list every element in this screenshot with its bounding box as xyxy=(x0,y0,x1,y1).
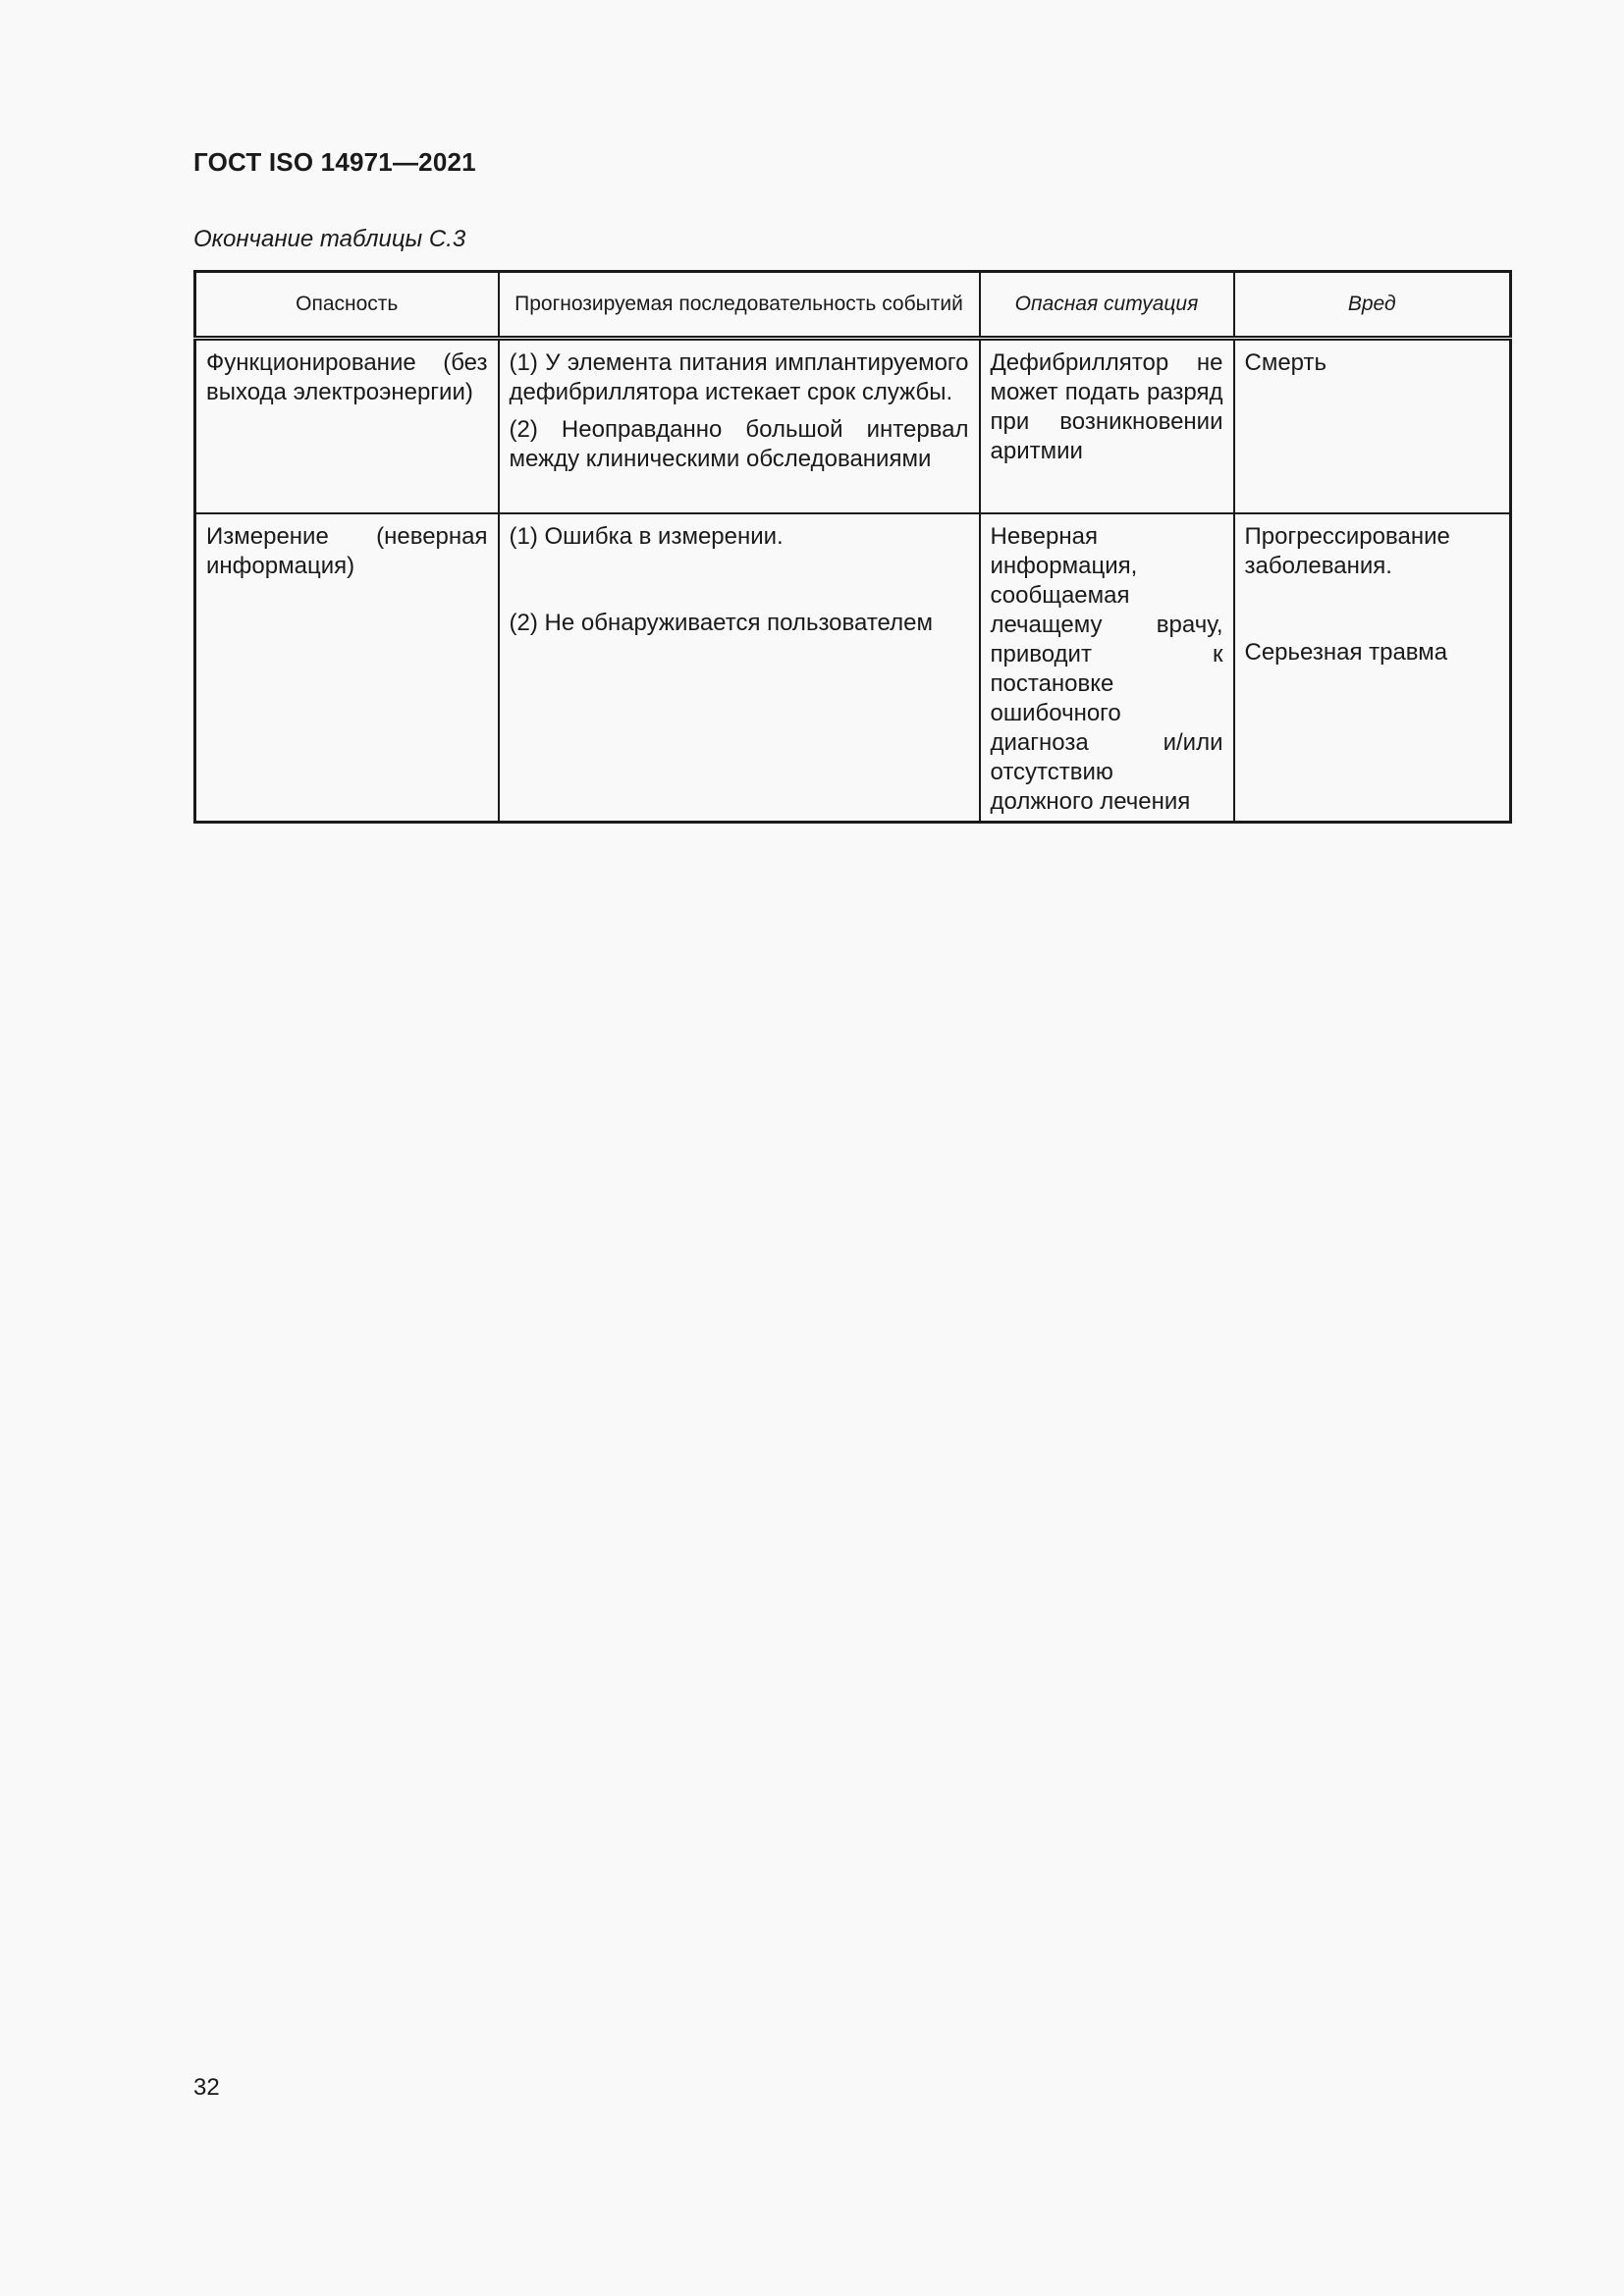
harm-text: Серьезная травма xyxy=(1244,638,1448,666)
document-header: ГОСТ ISO 14971—2021 xyxy=(193,147,476,177)
table-row xyxy=(195,339,1511,513)
hazard-table xyxy=(193,270,1512,824)
hazard-text: Измерение (неверная информация) xyxy=(206,522,488,579)
page-number: 32 xyxy=(193,2074,220,2101)
situation-cell xyxy=(980,513,1234,823)
column-header-harm: Вред xyxy=(1234,272,1511,339)
situation-cell xyxy=(980,339,1234,513)
table-header-row xyxy=(195,272,1511,339)
column-header-sequence: Прогнозируемая последовательность событий xyxy=(499,272,980,339)
harm-cell xyxy=(1234,339,1511,513)
sequence-cell xyxy=(499,513,980,823)
hazard-cell xyxy=(195,339,499,513)
harm-cell xyxy=(1234,513,1511,823)
sequence-step: (1) Ошибка в измерении. xyxy=(509,522,784,550)
situation-text: Неверная информация, сообщаемая лечащему врачу, приводит к постановке ошибочного диагноза и/или отсутствию должного лечения xyxy=(990,522,1223,815)
sequence-step: (2) Не обнаруживается пользователем xyxy=(509,609,933,636)
sequence-step: (2) Неоправданно большой интервал между клиническими обследованиями xyxy=(509,416,969,472)
column-header-hazard: Опасность xyxy=(195,272,499,339)
sequence-step: (1) У элемента питания имплантируемого дефибриллятора истекает срок службы. xyxy=(509,349,969,405)
hazard-cell xyxy=(195,513,499,823)
table-caption: Окончание таблицы С.3 xyxy=(193,226,466,252)
harm-text: Прогрессирование заболевания. xyxy=(1244,522,1450,579)
column-header-situation: Опасная ситуация xyxy=(980,272,1234,339)
sequence-cell xyxy=(499,339,980,513)
situation-text: Дефибриллятор не может подать разряд при возникновении аритмии xyxy=(990,349,1223,464)
hazard-text: Функционирование (без выхода электроэнергии) xyxy=(206,349,488,405)
harm-text: Смерть xyxy=(1244,349,1326,376)
table-row xyxy=(195,513,1511,823)
